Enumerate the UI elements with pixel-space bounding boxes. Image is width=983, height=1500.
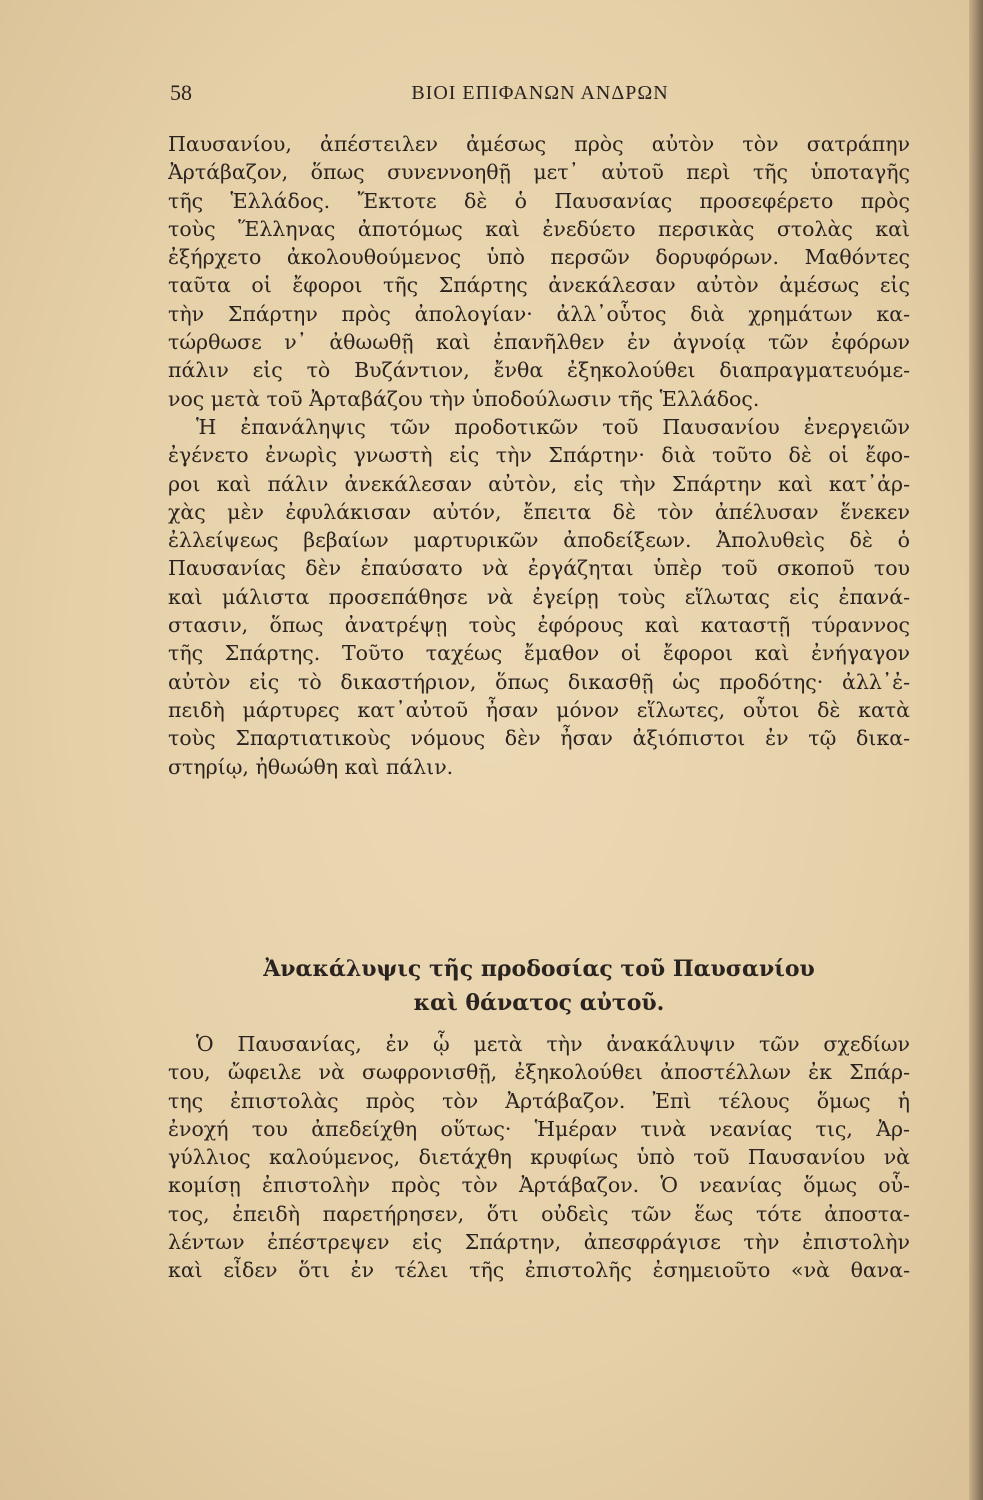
text-line: ἐλλείψεως βεβαίων μαρτυρικῶν ἀποδείξεων. Ἀπολυθεὶς δὲ ὁ xyxy=(168,528,910,553)
running-title: ΒΙΟΙ ΕΠΙΦΑΝΩΝ ΑΝΔΡΩΝ xyxy=(411,82,669,104)
text-line: γύλλιος καλούμενος, διετάχθη κρυφίως ὑπὸ τοῦ Παυσανίου νὰ xyxy=(168,1145,910,1170)
section-heading-line-1: Ἀνακάλυψις τῆς προδοσίας τοῦ Παυσανίου xyxy=(263,956,815,982)
page-number: 58 xyxy=(170,80,192,105)
paragraph-1 xyxy=(168,130,910,413)
text-line: κομίσῃ ἐπιστολὴν πρὸς τὸν Ἀρτάβαζον. Ὁ νεανίας ὅμως οὗ- xyxy=(168,1173,910,1198)
text-line: αὐτὸν εἰς τὸ δικαστήριον, ὅπως δικασθῇ ὡς προδότης· ἀλλ᾽ἐ- xyxy=(168,669,910,694)
main-text-upper xyxy=(168,130,910,781)
page-edge xyxy=(969,0,983,1500)
text-line: του, ὤφειλε νὰ σωφρονισθῇ, ἐξηκολούθει ἀποστέλλων ἐκ Σπάρ- xyxy=(168,1060,910,1085)
text-line: ἐνοχή του ἀπεδείχθη οὕτως· Ἡμέραν τινὰ νεανίας τις, Ἀρ- xyxy=(168,1116,910,1141)
text-line: τὴν Σπάρτην πρὸς ἀπολογίαν· ἀλλ᾽οὗτος διὰ χρημάτων κα- xyxy=(168,301,910,326)
text-line: Ἀρτάβαζον, ὅπως συνεννοηθῇ μετ᾽ αὐτοῦ περὶ τῆς ὑποταγῆς xyxy=(168,160,910,185)
text-line: καὶ εἶδεν ὅτι ἐν τέλει τῆς ἐπιστολῆς ἐσημειοῦτο «νὰ θανα- xyxy=(168,1258,910,1283)
text-line: τώρθωσε ν᾽ ἀθωωθῇ καὶ ἐπανῆλθεν ἐν ἀγνοίᾳ τῶν ἐφόρων xyxy=(168,330,910,355)
text-line: τοὺς Ἕλληνας ἀποτόμως καὶ ἐνεδύετο περσικὰς στολὰς καὶ xyxy=(168,216,910,241)
text-line: καὶ μάλιστα προσεπάθησε νὰ ἐγείρῃ τοὺς εἵλωτας εἰς ἐπανά- xyxy=(168,584,910,609)
text-line: ταῦτα οἱ ἔφοροι τῆς Σπάρτης ἀνεκάλεσαν αὐτὸν ἀμέσως εἰς xyxy=(168,273,910,298)
text-line: στηρίῳ, ἠθωώθη καὶ πάλιν. xyxy=(168,754,454,779)
text-line: στασιν, ὅπως ἀνατρέψῃ τοὺς ἐφόρους καὶ καταστῇ τύραννος xyxy=(168,613,910,638)
text-line: νος μετὰ τοῦ Ἀρταβάζου τὴν ὑποδούλωσιν τῆς Ἑλλάδος. xyxy=(168,386,760,411)
text-line: λέντων ἐπέστρεψεν εἰς Σπάρτην, ἀπεσφράγισε τὴν ἐπιστολὴν xyxy=(168,1230,910,1255)
text-line: τῆς Ἑλλάδος. Ἔκτοτε δὲ ὁ Παυσανίας προσεφέρετο πρὸς xyxy=(168,188,910,213)
text-line: τῆς Σπάρτης. Τοῦτο ταχέως ἔμαθον οἱ ἔφοροι καὶ ἐνήγαγον xyxy=(168,641,910,666)
text-line: πάλιν εἰς τὸ Βυζάντιον, ἔνθα ἐξηκολούθει διαπραγματευόμε- xyxy=(168,358,910,383)
text-line: Ὁ Παυσανίας, ἐν ᾧ μετὰ τὴν ἀνακάλυψιν τῶν σχεδίων xyxy=(196,1032,910,1056)
text-line: τοὺς Σπαρτιατικοὺς νόμους δὲν ἦσαν ἀξιόπιστοι ἐν τῷ δικα- xyxy=(168,726,910,751)
text-line: ἐγένετο ἐνωρὶς γνωστὴ εἰς τὴν Σπάρτην· διὰ τοῦτο δὲ οἱ ἔφο- xyxy=(168,443,910,468)
text-line: Παυσανίου, ἀπέστειλεν ἀμέσως πρὸς αὐτὸν τὸν σατράπην xyxy=(168,132,910,156)
text-line: ροι καὶ πάλιν ἀνεκάλεσαν αὐτὸν, εἰς τὴν Σπάρτην καὶ κατ᾽ἀρ- xyxy=(168,471,910,496)
paragraph-3 xyxy=(168,1030,910,1285)
section-heading-line-2: καὶ θάνατος αὐτοῦ. xyxy=(413,990,665,1016)
text-line: χὰς μὲν ἐφυλάκισαν αὐτόν, ἔπειτα δὲ τὸν ἀπέλυσαν ἕνεκεν xyxy=(168,499,910,524)
text-line: ἐξήρχετο ἀκολουθούμενος ὑπὸ περσῶν δορυφόρων. Μαθόντες xyxy=(168,245,910,270)
text-line: πειδὴ μάρτυρες κατ᾽αὐτοῦ ἦσαν μόνον εἵλωτες, οὗτοι δὲ κατὰ xyxy=(168,697,910,722)
paragraph-2 xyxy=(168,413,910,781)
text-line: Παυσανίας δὲν ἐπαύσατο νὰ ἐργάζηται ὑπὲρ τοῦ σκοποῦ του xyxy=(168,556,910,581)
page-header xyxy=(170,80,910,114)
text-line: της ἐπιστολὰς πρὸς τὸν Ἀρτάβαζον. Ἐπὶ τέλους ὅμως ἡ xyxy=(168,1088,910,1113)
text-line: τος, ἐπειδὴ παρετήρησεν, ὅτι οὐδεὶς τῶν ἕως τότε ἀποστα- xyxy=(168,1201,910,1226)
section-heading xyxy=(168,952,910,1020)
main-text-lower xyxy=(168,1030,910,1285)
text-line: Ἡ ἐπανάληψις τῶν προδοτικῶν τοῦ Παυσανίου ἐνεργειῶν xyxy=(196,414,910,439)
